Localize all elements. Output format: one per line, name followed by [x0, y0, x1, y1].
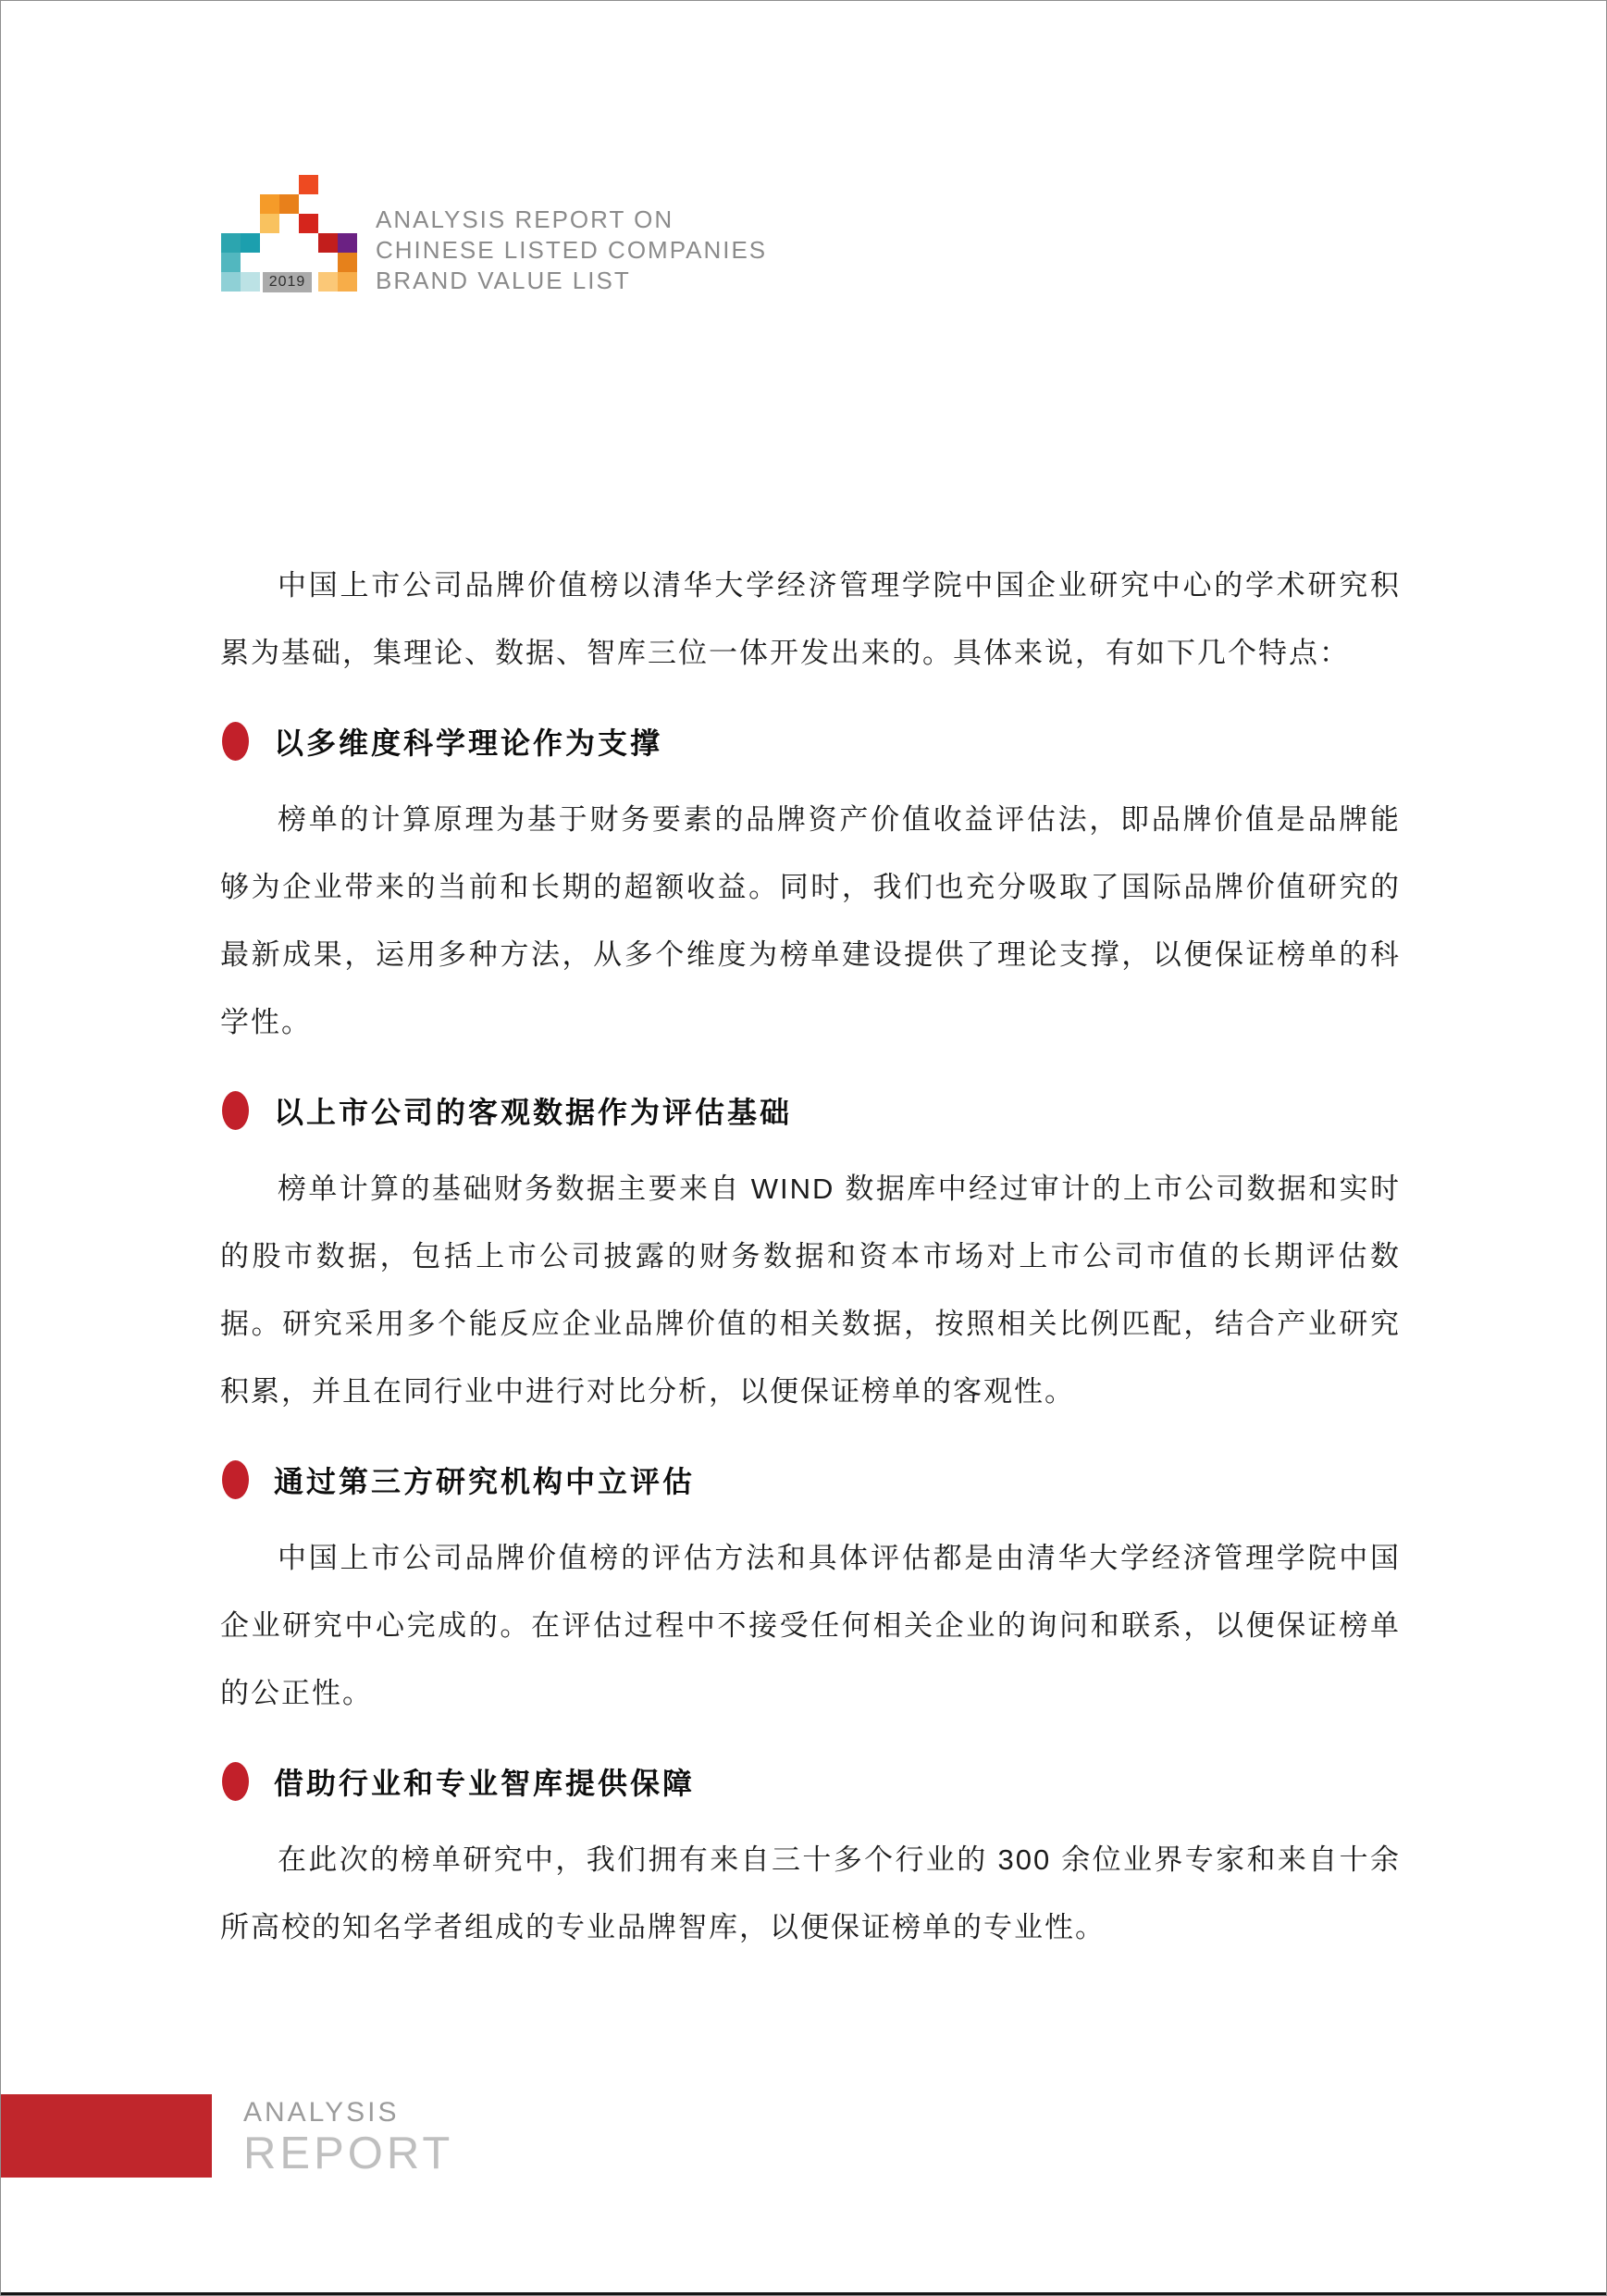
section-heading-text: 借助行业和专业智库提供保障	[274, 1766, 696, 1800]
intro-paragraph: 中国上市公司品牌价值榜以清华大学经济管理学院中国企业研究中心的学术研究积累为基础，集理论、数据、智库三位一体开发出来的。具体来说，有如下几个特点：	[220, 569, 1401, 669]
section-heading-text: 以上市公司的客观数据作为评估基础	[274, 1095, 793, 1129]
bullet-dot-icon	[222, 722, 249, 761]
section-paragraph-2: 榜单计算的基础财务数据主要来自 WIND 数据库中经过审计的上市公司数据和实时的股市数据，包括上市公司披露的财务数据和资本市场对上市公司市值的长期评估数据。研究采用多个能反应企业品牌价值的相关数据，按照相关比例匹配，结合产业研究积累，并且在同行业中进行对比分析，以便保证榜单的客观性。	[220, 1173, 1401, 1408]
page-content	[220, 1, 1401, 1961]
bullet-dot-icon	[222, 1762, 249, 1801]
section-paragraph-1: 榜单的计算原理为基于财务要素的品牌资产价值收益评估法，即品牌价值是品牌能够为企业带来的当前和长期的超额收益。同时，我们也充分吸取了国际品牌价值研究的最新成果，运用多种方法，从多个维度为榜单建设提供了理论支撑，以便保证榜单的科学性。	[220, 803, 1401, 1038]
section-heading-text: 通过第三方研究机构中立评估	[274, 1464, 696, 1498]
title-line-2: CHINESE LISTED COMPANIES	[376, 236, 768, 264]
footer-text	[243, 2096, 453, 2178]
section-heading-3	[220, 1446, 1401, 1513]
section-heading-2	[220, 1076, 1401, 1144]
section-paragraph-3: 中国上市公司品牌价值榜的评估方法和具体评估都是由清华大学经济管理学院中国企业研究中心完成的。在评估过程中不接受任何相关企业的询问和联系，以便保证榜单的公正性。	[220, 1542, 1401, 1709]
bullet-dot-icon	[222, 1460, 249, 1499]
section-heading-1	[220, 707, 1401, 775]
footer-report-label: REPORT	[243, 2128, 454, 2178]
page-bottom-edge	[1, 2292, 1606, 2295]
section-heading-text: 以多维度科学理论作为支撑	[274, 726, 663, 760]
section-heading-4	[220, 1747, 1401, 1815]
title-line-1: ANALYSIS REPORT ON	[376, 205, 674, 233]
footer-red-block	[1, 2094, 212, 2178]
footer-analysis-label: ANALYSIS	[243, 2097, 400, 2128]
title-line-3: BRAND VALUE LIST	[376, 267, 631, 294]
bullet-dot-icon	[222, 1091, 249, 1130]
section-paragraph-4: 在此次的榜单研究中，我们拥有来自三十多个行业的 300 余位业界专家和来自十余所高校的知名学者组成的专业品牌智库，以便保证榜单的专业性。	[220, 1843, 1401, 1943]
logo-year-label: 2019	[268, 274, 306, 290]
